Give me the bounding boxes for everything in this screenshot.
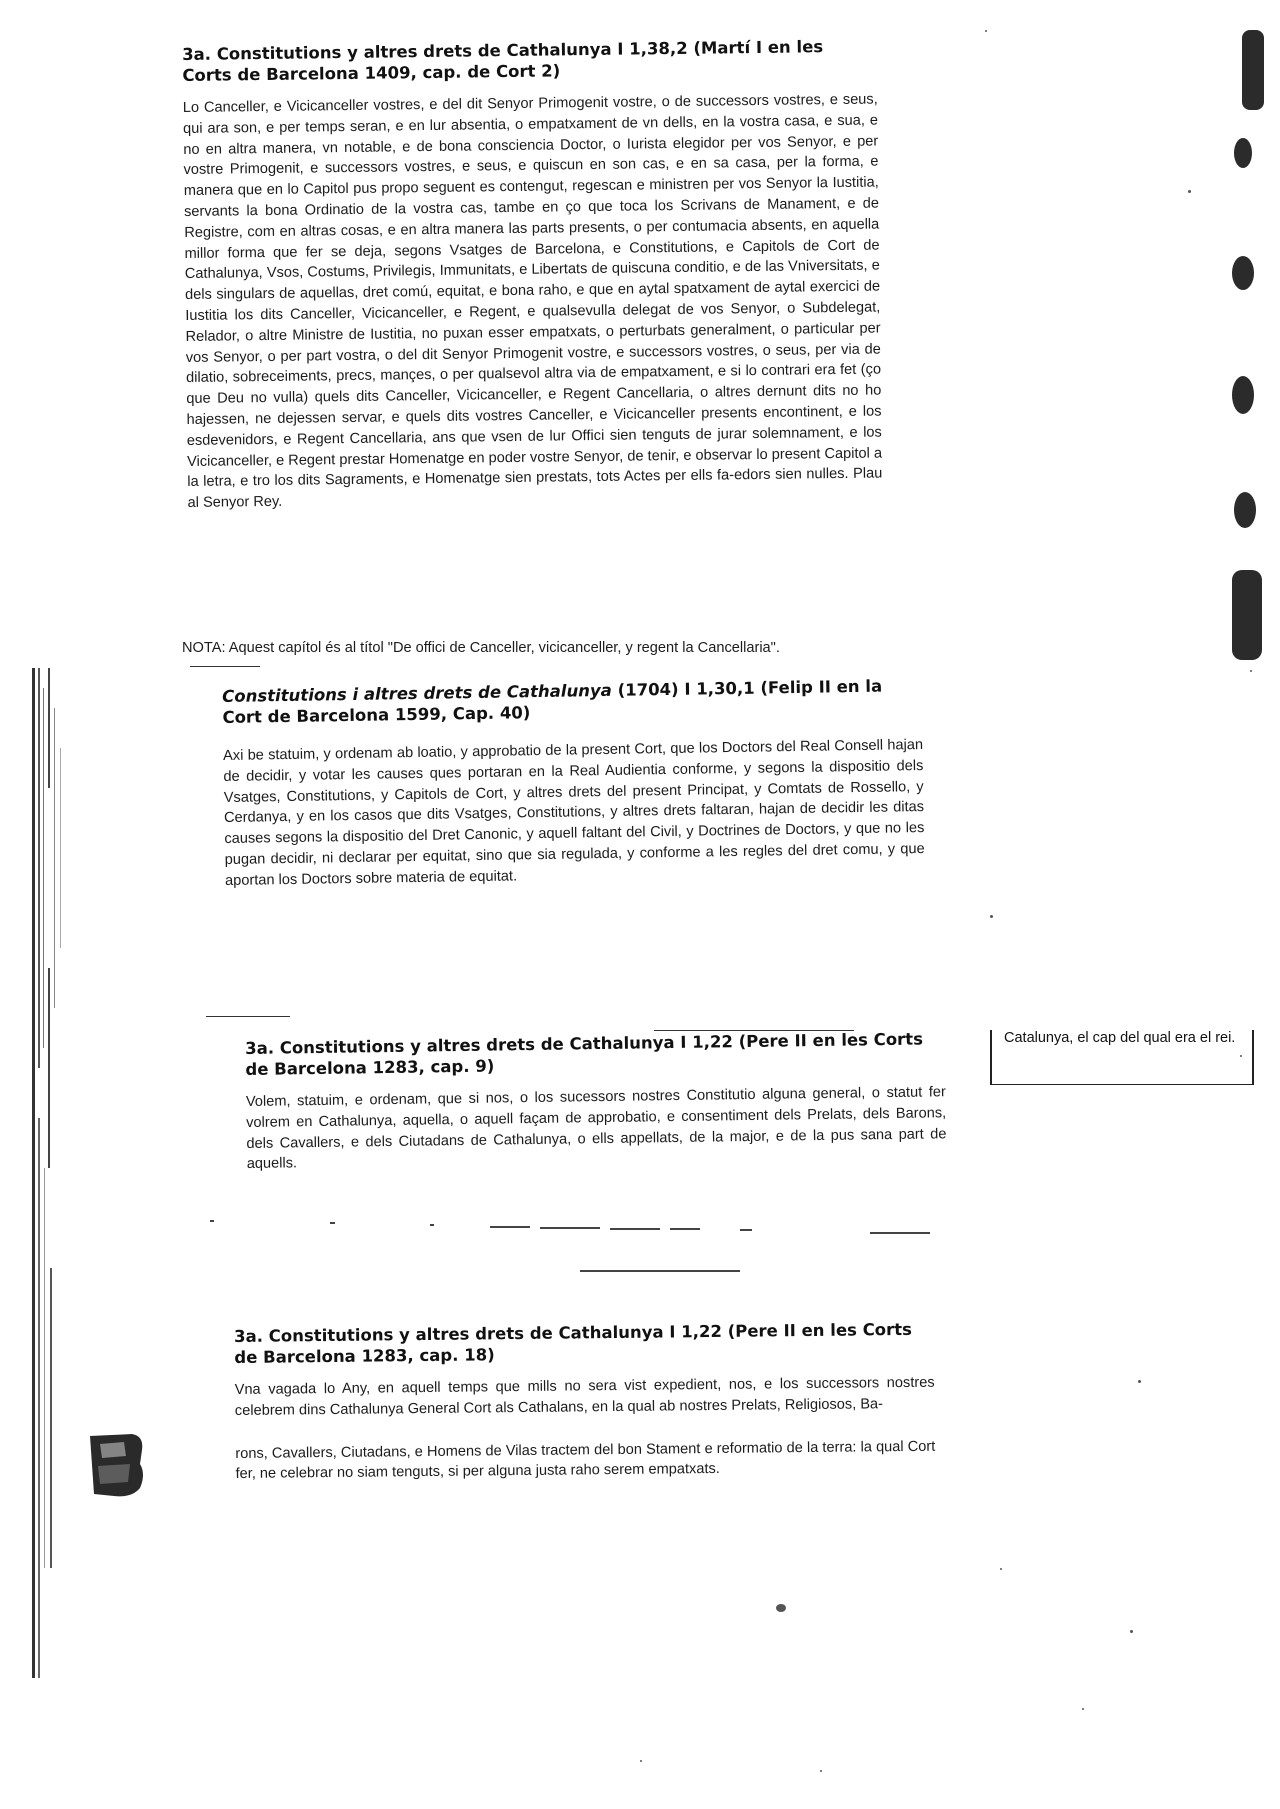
ink-stamp bbox=[84, 1430, 152, 1500]
section-1-title: 3a. Constitutions y altres drets de Cathalunya I 1,38,2 (Martí I en les Corts de Barcelona 1409, cap. de Cort 2) bbox=[182, 37, 824, 85]
divider-line bbox=[190, 666, 260, 667]
scan-speck bbox=[1130, 1630, 1133, 1633]
section-2-title-rest: (1704) I 1,30,1 (Felip II en la Cort de Barcelona 1599, Cap. 40) bbox=[222, 676, 883, 727]
section-2 bbox=[222, 675, 925, 892]
section-4 bbox=[234, 1319, 936, 1486]
scan-speck bbox=[1000, 1568, 1002, 1570]
section-4-body-part1: Vna vagada lo Any, en aquell temps que mills no sera vist expedient, nos, e los successors nostres celebrem dins Cathalunya General Cort als Cathalans, en la qual ab nostres Prelats, Religiosos, Ba- bbox=[234, 1374, 935, 1419]
scan-speck bbox=[820, 1770, 822, 1772]
section-3-body: Volem, statuim, e ordenam, que si nos, o los sucessors nostres Constitutio alguna general, o statut fer volrem en Cathalunya, aquella, o aquell façam de approbatio, e consentiment dels Prelats, dels Barons, dels Cavallers, e dels Ciutadans de Cathalunya, o ells appellats, de la major, e de la pus sana part de aquells. bbox=[245, 1084, 947, 1173]
section-1 bbox=[182, 36, 883, 514]
scan-speck bbox=[990, 915, 993, 918]
section-3 bbox=[245, 1028, 947, 1175]
section-1-body: Lo Canceller, e Vicicanceller vostres, e del dit Senyor Primogenit vostre, o de successors vostres, e seus, qui ara son, e per temps seran, e en lur absentia, o empatxament de vn dells, en la vostra casa, e sua, e no en altra manera, vn notable, e de bona consciencia Doctor, o Iurista elegidor per vos Senyor, e per vostre Primogenit, e successors vostres, e seus, e quiscun en son cas, e en sa casa, per la forma, e manera que en lo Capitol pus propo seguent es contengut, regescan e ministren per vos Senyor la Iustitia, servants la bona Ordinatio de la vostra cas, tambe en ço que toca los Scrivans de Manament, e de Registre, com en altras cosas, e en altra manera las parts presents, o per contumacia absents, en aquella millor forma que fer se deja, segons Vsatges de Barcelona, e Constitutions, e Capitols de Cort de Cathalunya, Vsos, Costums, Privilegis, Immunitats, e Libertats de quiscuna conditio, e de las Vniversitats, e dels singulars de aquellas, dret comú, equitat, e bona raho, e que en aytal spatxament de aytal exercici de Iustitia los dits Canceller, Vicicanceller, e Regent, e qualsevulla delegat de vos Senyor, o Subdelegat, Relador, o altre Ministre de Iustitia, no puxan esser empatxats, o perturbats generalment, o particular per vos Senyor, o per part vostra, o del dit Senyor Primogenit vostre, e successors vostres, o seus, per via de dilatio, sobreceiments, precs, mançes, o per qualsevol altra via de empatxament, e si lo contrari era fet (ço que Deu no vulla) quels dits Canceller, Vicicanceller, e Regent Cancellaria, o altres dernunt dits no ho hajessen, ne dejessen servar, e quels dits vostres Canceller, e Vicicanceller presents encontinent, e los esdevenidors, e Regent Cancellaria, ans que vsen de lur Offici sien tenguts de jurar solemnament, e los Vicicanceller, e Regent prestar Homenatge en poder vostre Senyor, de tenir, e observar lo present Capitol a la letra, e tro los dits Sagraments, e Homenatge sien prestats, tots Actes per ells fa-edors sien nulles. Plau al Senyor Rey. bbox=[182, 91, 883, 512]
scan-speck bbox=[640, 1760, 642, 1762]
section-4-title: 3a. Constitutions y altres drets de Cathalunya I 1,22 (Pere II en les Corts de Barcelona 1283, cap. 18) bbox=[234, 1319, 913, 1367]
binder-holes bbox=[1212, 20, 1280, 660]
section-2-title bbox=[222, 675, 923, 728]
section-2-title-italic: Constitutions i altres drets de Cathalunya bbox=[222, 680, 613, 706]
scan-speck bbox=[1188, 190, 1191, 193]
scan-speck bbox=[1138, 1380, 1141, 1383]
section-3-title: 3a. Constitutions y altres drets de Cathalunya I 1,22 (Pere II en les Corts de Barcelona 1283, cap. 9) bbox=[245, 1029, 924, 1079]
section-2-body: Axi be statuim, y ordenam ab loatio, y approbatio de la present Cort, que los Doctors del Real Consell hajan de decidir, y votar les causes ques portaran en la Real Audientia conforme, y segons la dispositio dels Vsatges, Constitutions, y Capitols de Cort, y altres drets del present Principat, y Comtats de Rossello, y Cerdanya, y en los casos que dits Vsatges, Constitutions, y altres drets faltaran, hajan de decidir les ditas causes segons la dispositio del Dret Canonic, y aquell faltant del Civil, y Doctrines de Doctors, y que no les pugan decidir, ni declarar per equitat, sino que sia regulada, y conforme a les regles del dret comu, y que aportan los Doctors sobre materia de equitat. bbox=[222, 736, 925, 889]
nota-text: NOTA: Aquest capítol és al títol "De offici de Canceller, vicicanceller, y regent la Cancellaria". bbox=[182, 640, 780, 656]
scan-speck bbox=[1082, 1708, 1084, 1710]
scan-speck bbox=[985, 30, 987, 32]
scan-speck bbox=[1240, 1055, 1242, 1057]
margin-note-text: Catalunya, el cap del qual era el rei. bbox=[1004, 1030, 1236, 1046]
scan-edge-marks bbox=[30, 668, 80, 1678]
scan-speck bbox=[1250, 670, 1252, 672]
margin-note-box bbox=[990, 1030, 1254, 1085]
divider-line bbox=[206, 1016, 290, 1017]
scan-speck bbox=[776, 1604, 786, 1612]
faded-text-remnant bbox=[210, 1212, 950, 1282]
section-4-body-part2: rons, Cavallers, Ciutadans, e Homens de Vilas tractem del bon Stament e reformatio de la terra: la qual Cort fer, ne celebrar no siam tenguts, si per alguna justa raho serem empatxats. bbox=[235, 1438, 936, 1483]
